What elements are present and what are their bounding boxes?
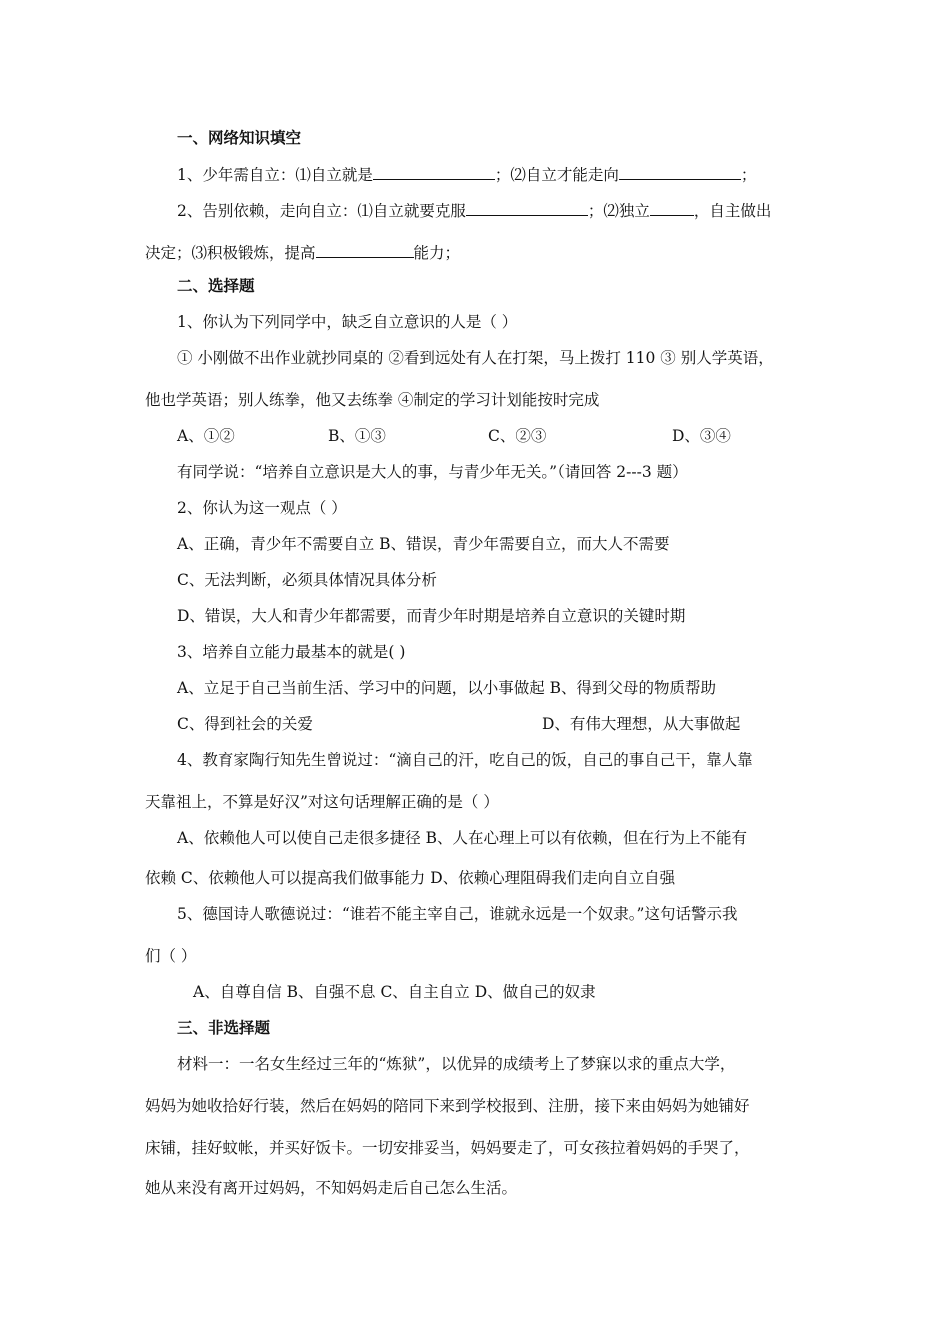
- choice-q2-option-c: C、无法判断，必须具体情况具体分析: [177, 571, 437, 589]
- choice-q1-statements-1: ① 小刚做不出作业就抄同桌的 ②看到远处有人在打架，马上拨打 110 ③ 别人学英语，: [177, 349, 774, 367]
- choice-q1-statements-2: 他也学英语；别人练拳，他又去练拳 ④制定的学习计划能按时完成: [145, 391, 600, 409]
- fill-q2-text-e: 能力；: [413, 244, 461, 262]
- choice-question-3: 3、培养自立能力最基本的就是( ): [177, 643, 406, 661]
- fill-q1-text-c: ；: [740, 166, 757, 184]
- section-1-title: 一、网络知识填空: [177, 128, 302, 147]
- choice-question-5-continued: 们（ ）: [145, 947, 197, 965]
- fill-question-2-continued: [145, 242, 815, 263]
- choice-q3-options-ab: A、立足于自己当前生活、学习中的问题，以小事做起 B、得到父母的物质帮助: [177, 679, 717, 697]
- choice-question-4: 4、教育家陶行知先生曾说过：“滴自己的汗，吃自己的饭，自己的事自己干，靠人靠: [177, 751, 753, 769]
- choice-q4-options-2: 依赖 C、依赖他人可以提高我们做事能力 D、依赖心理阻碍我们走向自立自强: [145, 869, 676, 887]
- option-d: D、有伟大理想，从大事做起: [542, 715, 741, 733]
- choice-q2-options-ab: A、正确，青少年不需要自立 B、错误，青少年需要自立，而大人不需要: [177, 535, 670, 553]
- fill-q2-text-d: 决定；⑶积极锻炼，提高: [145, 244, 316, 262]
- material-line-3: 床铺，挂好蚊帐，并买好饭卡。一切安排妥当，妈妈要走了，可女孩拉着妈妈的手哭了，: [145, 1139, 750, 1157]
- fill-q2-text-b: ；⑵独立: [587, 202, 650, 220]
- choice-question-1: 1、你认为下列同学中，缺乏自立意识的人是（ ）: [177, 313, 518, 331]
- option-c: C、②③: [488, 427, 547, 445]
- fill-q1-text-a: 1、少年需自立：⑴自立就是: [177, 166, 373, 184]
- fill-question-2: [177, 200, 847, 221]
- answer-blank: [466, 200, 588, 216]
- option-b: B、①③: [328, 427, 386, 445]
- section-3-title: 三、非选择题: [177, 1018, 271, 1037]
- fill-q1-text-b: ；⑵自立才能走向: [494, 166, 619, 184]
- material-line-1: 材料一：一名女生经过三年的“炼狱”，以优异的成绩考上了梦寐以求的重点大学，: [177, 1055, 736, 1073]
- fill-q2-text-c: ，自主做出: [693, 202, 772, 220]
- option-a: A、①②: [177, 427, 235, 445]
- answer-blank: [619, 164, 741, 180]
- choice-question-2: 2、你认为这一观点（ ）: [177, 499, 347, 517]
- choice-question-5: 5、德国诗人歌德说过：“谁若不能主宰自己，谁就永远是一个奴隶。”这句话警示我: [177, 905, 738, 923]
- answer-blank: [373, 164, 495, 180]
- section-2-title: 二、选择题: [177, 276, 255, 295]
- option-d: D、③④: [672, 427, 731, 445]
- option-c: C、得到社会的关爱: [177, 715, 313, 733]
- choice-q4-options-1: A、依赖他人可以使自己走很多捷径 B、人在心理上可以有依赖，但在行为上不能有: [177, 829, 748, 847]
- choice-q2-option-d: D、错误，大人和青少年都需要，而青少年时期是培养自立意识的关键时期: [177, 607, 686, 625]
- scenario-intro: 有同学说：“培养自立意识是大人的事，与青少年无关。”（请回答 2---3 题）: [177, 463, 688, 481]
- answer-blank: [316, 242, 414, 258]
- fill-q2-text-a: 2、告别依赖，走向自立：⑴自立就要克服: [177, 202, 466, 220]
- choice-question-4-continued: 天靠祖上，不算是好汉”对这句话理解正确的是（ ）: [145, 793, 499, 811]
- material-line-2: 妈妈为她收拾好行装，然后在妈妈的陪同下来到学校报到、注册，接下来由妈妈为她铺好: [145, 1097, 750, 1115]
- fill-question-1: [177, 164, 847, 185]
- choice-q5-options: A、自尊自信 B、自强不息 C、自主自立 D、做自己的奴隶: [193, 983, 596, 1001]
- answer-blank: [650, 200, 694, 216]
- material-line-4: 她从来没有离开过妈妈，不知妈妈走后自己怎么生活。: [145, 1179, 518, 1197]
